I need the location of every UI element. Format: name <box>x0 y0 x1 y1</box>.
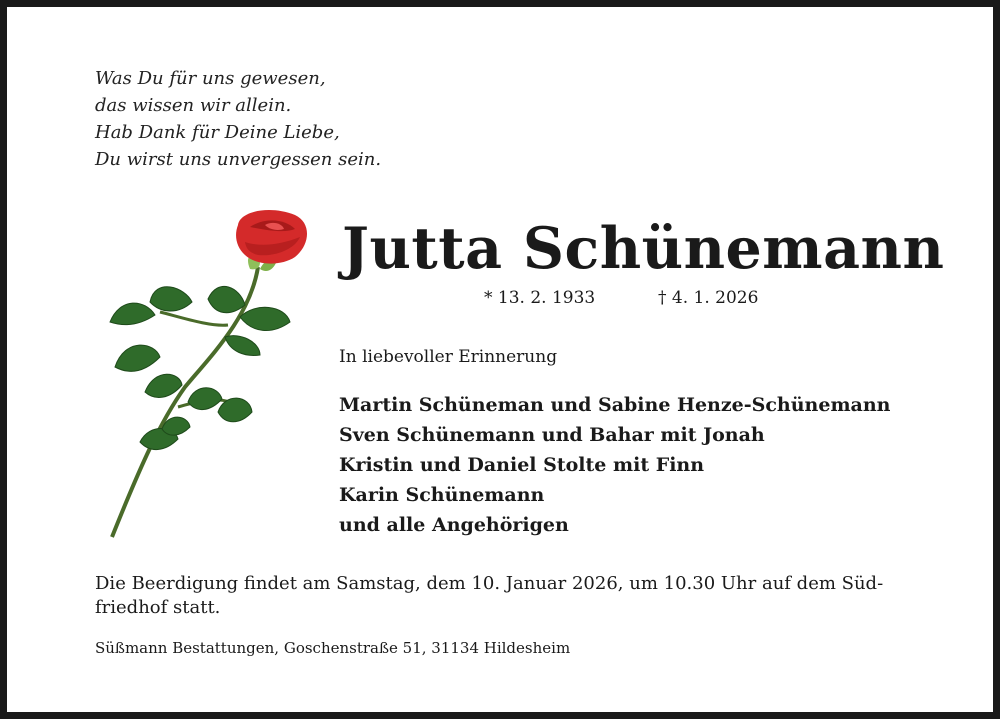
funeral-notice <box>95 572 935 620</box>
poem-line: das wissen wir allein. <box>95 95 292 116</box>
obituary-card <box>7 7 993 712</box>
rose-image <box>100 207 320 547</box>
mourner-line: Martin Schüneman und Sabine Henze-Schünemann <box>339 394 891 416</box>
death-date: † 4. 1. 2026 <box>658 288 759 308</box>
poem-line: Was Du für uns gewesen, <box>95 68 326 89</box>
deceased-name: Jutta Schünemann <box>342 215 945 282</box>
funeral-line: Die Beerdigung findet am Samstag, dem 10. Januar 2026, um 10.30 Uhr auf dem Süd- <box>95 573 884 594</box>
undertaker-address: Süßmann Bestattungen, Goschenstraße 51, 31134 Hildesheim <box>95 639 571 657</box>
poem <box>95 65 381 173</box>
birth-date: * 13. 2. 1933 <box>484 288 596 308</box>
poem-line: Hab Dank für Deine Liebe, <box>95 122 340 143</box>
mourner-line: Kristin und Daniel Stolte mit Finn <box>339 454 705 476</box>
funeral-line: friedhof statt. <box>95 597 221 618</box>
mourners-list <box>339 390 891 540</box>
memorial-intro: In liebevoller Erinnerung <box>339 347 558 367</box>
poem-line: Du wirst uns unvergessen sein. <box>95 149 382 170</box>
mourner-line: Karin Schünemann <box>339 484 545 506</box>
mourner-line: und alle Angehörigen <box>339 514 569 536</box>
mourner-line: Sven Schünemann und Bahar mit Jonah <box>339 424 765 446</box>
